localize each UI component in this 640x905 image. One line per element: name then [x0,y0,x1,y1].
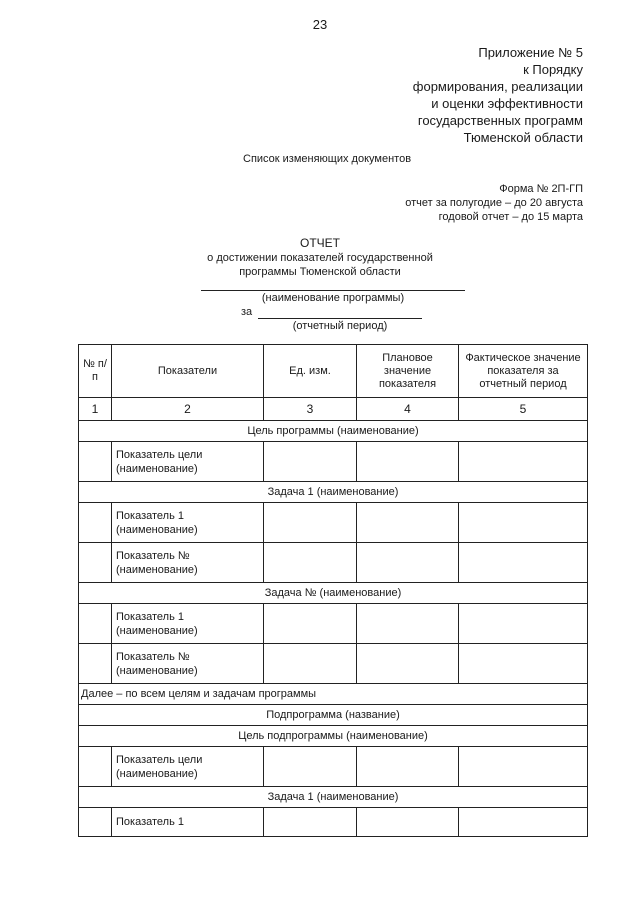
header-indicators: Показатели [112,345,264,398]
task-title: Задача 1 (наименование) [79,482,588,503]
form-deadline-half-year: отчет за полугодие – до 20 августа [405,197,583,209]
section-row [79,684,588,705]
column-number: 3 [264,398,357,421]
changing-documents-label: Список изменяющих документов [243,153,412,165]
section-row [79,705,588,726]
column-number: 4 [357,398,459,421]
period-caption: (отчетный период) [292,320,388,332]
table-row [79,442,588,482]
appendix-line: и оценки эффективности [431,96,583,111]
appendix-line: государственных программ [417,113,583,128]
report-subtitle [0,251,640,279]
appendix-line: формирования, реализации [412,79,583,94]
program-goal: Цель программы (наименование) [79,421,588,442]
table-row [79,543,588,583]
indicator-name: Показатель 1 (наименование) [112,604,264,644]
indicator-name: Показатель цели (наименование) [112,747,264,787]
period-line [258,318,422,319]
indicator-name: Показатель цели (наименование) [112,442,264,482]
column-number: 2 [112,398,264,421]
indicator-name: Показатель № (наименование) [112,543,264,583]
header-planned: Плановое значение показателя [357,345,459,398]
column-number-row [79,398,588,421]
table-row [79,503,588,543]
header-actual: Фактическое значение показателя за отчетный период [459,345,588,398]
form-code: Форма № 2П-ГП [499,183,583,195]
indicator-name: Показатель 1 (наименование) [112,503,264,543]
column-number: 5 [459,398,588,421]
section-row [79,482,588,503]
table-row [79,604,588,644]
column-number: 1 [79,398,112,421]
section-row [79,583,588,604]
section-row [79,726,588,747]
table-row [79,644,588,684]
period-prefix: за [241,306,253,318]
further-note: Далее – по всем целям и задачам программы [79,684,588,705]
header-unit: Ед. изм. [264,345,357,398]
appendix-block [283,44,583,146]
appendix-line: к Порядку [523,62,583,77]
section-row [79,421,588,442]
indicator-name: Показатель № (наименование) [112,644,264,684]
section-row [79,787,588,808]
header-number: № п/п [79,345,112,398]
task-title: Задача № (наименование) [79,583,588,604]
table-row [79,747,588,787]
subprogram-goal: Цель подпрограммы (наименование) [79,726,588,747]
page-number: 23 [312,17,328,32]
form-block [283,182,583,224]
indicator-name: Показатель 1 [112,808,264,837]
subprogram-title: Подпрограмма (название) [79,705,588,726]
indicators-table [78,344,588,837]
table-row [79,808,588,837]
appendix-line: Тюменской области [463,130,583,145]
program-name-caption: (наименование программы) [261,292,405,304]
report-title: ОТЧЕТ [300,236,340,250]
table-header-row [79,345,588,398]
report-subtitle-line: программы Тюменской области [239,266,401,278]
appendix-line: Приложение № 5 [478,45,583,60]
task-title: Задача 1 (наименование) [79,787,588,808]
program-name-line [201,290,465,291]
form-deadline-annual: годовой отчет – до 15 марта [438,211,583,223]
report-subtitle-line: о достижении показателей государственной [207,252,433,264]
